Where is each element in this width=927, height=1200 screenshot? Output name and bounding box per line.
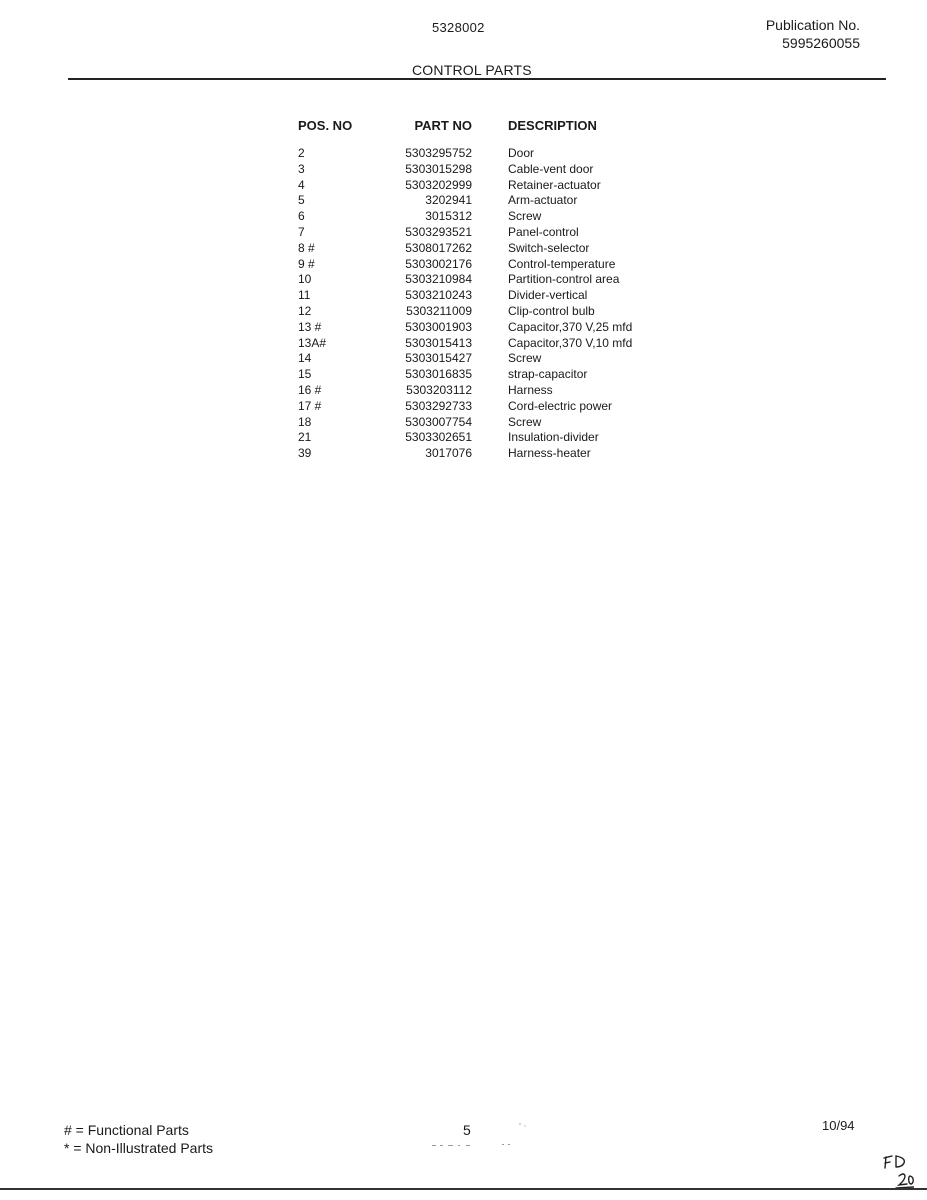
column-header-description: DESCRIPTION: [508, 118, 597, 133]
table-row: [298, 257, 678, 273]
row-part-number: 5303210243: [405, 288, 472, 303]
table-row: [298, 430, 678, 446]
row-description: Capacitor,370 V,25 mfd: [508, 319, 633, 334]
row-part-number: 3202941: [425, 193, 472, 208]
row-pos: 8 #: [298, 240, 315, 255]
legend-functional-parts: # = Functional Parts: [64, 1122, 189, 1138]
row-pos: 11: [298, 288, 311, 303]
row-pos: 2: [298, 146, 305, 160]
row-part-number: 3015312: [425, 209, 472, 224]
table-row: [298, 193, 678, 209]
row-description: Cable-vent door: [508, 161, 594, 176]
row-description: Panel-control: [508, 224, 579, 239]
row-description: Harness: [508, 382, 553, 397]
column-header-part: PART NO: [414, 118, 472, 133]
row-part-number: 5303002176: [405, 256, 472, 271]
row-part-number: 5303203112: [406, 382, 472, 397]
row-pos: 6: [298, 209, 305, 224]
handwritten-note: [880, 1152, 914, 1192]
row-pos: 15: [298, 367, 312, 382]
parts-table: [298, 118, 678, 462]
table-row: [298, 336, 678, 352]
row-description: Partition-control area: [508, 272, 620, 287]
row-pos: 3: [298, 161, 305, 176]
row-description: Cord-electric power: [508, 398, 613, 413]
row-description: Divider-vertical: [508, 288, 588, 303]
row-pos: 39: [298, 446, 312, 461]
row-pos: 21: [298, 430, 312, 445]
table-row: [298, 146, 678, 162]
row-pos: 16 #: [298, 382, 322, 397]
page-number: 5: [463, 1122, 471, 1138]
row-pos: 14: [298, 351, 312, 366]
row-pos: 9 #: [298, 256, 315, 271]
row-part-number: 3017076: [425, 446, 472, 461]
row-part-number: 5303015413: [405, 335, 472, 350]
row-description: Insulation-divider: [508, 430, 599, 445]
row-pos: 12: [298, 303, 312, 318]
table-row: [298, 225, 678, 241]
table-row: [298, 446, 678, 462]
row-description: Switch-selector: [508, 240, 590, 255]
row-pos: 7: [298, 224, 305, 239]
table-row: [298, 351, 678, 367]
header-divider: [68, 78, 886, 80]
legend-non-illustrated-parts: * = Non-Illustrated Parts: [64, 1140, 214, 1156]
row-part-number: 5303016835: [405, 367, 472, 382]
table-row: [298, 320, 678, 336]
row-description: Screw: [508, 414, 542, 429]
row-part-number: 5303007754: [405, 414, 472, 429]
row-pos: 5: [298, 193, 305, 208]
table-row: [298, 241, 678, 257]
row-description: strap-capacitor: [508, 367, 588, 382]
row-pos: 4: [298, 177, 305, 192]
column-header-pos: POS. NO: [298, 118, 353, 133]
row-description: Retainer-actuator: [508, 177, 601, 192]
table-row: [298, 162, 678, 178]
table-body: [298, 146, 678, 462]
row-description: Control-temperature: [508, 256, 616, 271]
row-part-number: 5303015298: [405, 161, 472, 176]
row-description: Door: [508, 146, 535, 160]
table-row: [298, 288, 678, 304]
row-part-number: 5303211009: [406, 303, 472, 318]
row-pos: 13 #: [298, 319, 322, 334]
row-description: Harness-heater: [508, 446, 591, 461]
table-row: [298, 367, 678, 383]
publication-number: 5995260055: [782, 35, 860, 51]
date-code: 10/94: [822, 1118, 855, 1133]
row-part-number: 5303001903: [405, 319, 472, 334]
row-part-number: 5303202999: [405, 177, 472, 192]
table-header: [298, 118, 678, 140]
row-part-number: 5303295752: [405, 146, 472, 160]
row-part-number: 5303015427: [405, 351, 472, 366]
table-row: [298, 399, 678, 415]
table-row: [298, 209, 678, 225]
table-row: [298, 272, 678, 288]
row-pos: 17 #: [298, 398, 322, 413]
row-description: Screw: [508, 209, 542, 224]
row-pos: 13A#: [298, 335, 327, 350]
table-row: [298, 383, 678, 399]
row-pos: 18: [298, 414, 312, 429]
publication-label: Publication No.: [765, 17, 860, 33]
scan-specks: [430, 1120, 540, 1150]
table-row: [298, 304, 678, 320]
model-number: 5328002: [432, 20, 485, 35]
row-part-number: 5303302651: [405, 430, 472, 445]
row-description: Clip-control bulb: [508, 303, 595, 318]
row-part-number: 5303210984: [405, 272, 472, 287]
row-part-number: 5303293521: [405, 224, 472, 239]
row-pos: 10: [298, 272, 312, 287]
row-description: Screw: [508, 351, 542, 366]
row-description: Capacitor,370 V,10 mfd: [508, 335, 633, 350]
row-part-number: 5308017262: [405, 240, 472, 255]
row-part-number: 5303292733: [405, 398, 472, 413]
section-title: CONTROL PARTS: [412, 62, 532, 78]
footer-divider: [0, 1188, 927, 1190]
table-row: [298, 178, 678, 194]
table-row: [298, 415, 678, 431]
row-description: Arm-actuator: [508, 193, 578, 208]
